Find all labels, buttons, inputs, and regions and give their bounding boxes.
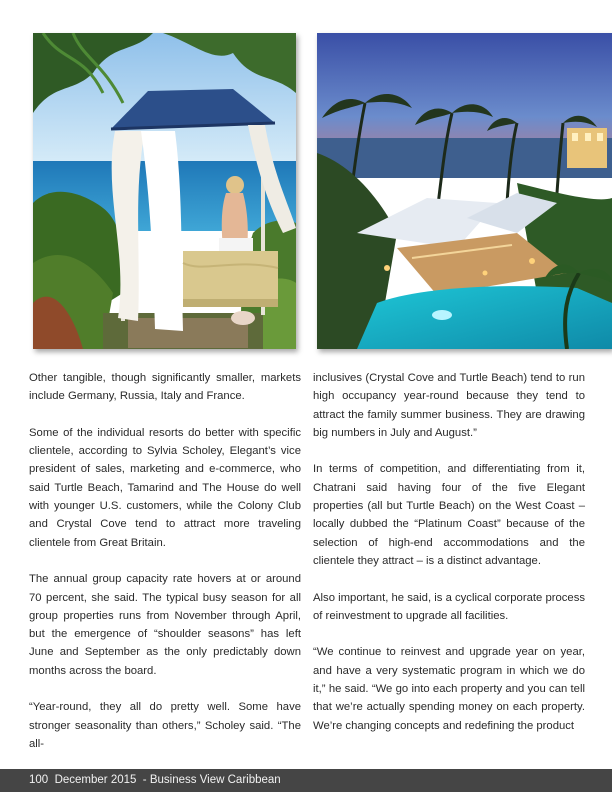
paragraph: “Year-round, they all do pretty well. Some have stronger seasonality than others,” Scholey said. “The all- (29, 701, 301, 750)
paragraph: Also important, he said, is a cyclical corporate process of reinvestment to upgrade all facilities. (313, 591, 585, 622)
resort-pool-photo (317, 33, 612, 349)
publication-name: Business View Caribbean (149, 774, 281, 786)
page-footer (0, 769, 612, 792)
paragraph: The annual group capacity rate hovers at or around 70 percent, she said. The typical busy season for all group properties runs from November through April, but the emergence of “shoulder seasons” has left June and September as the only predictably down months across the board. (29, 573, 301, 677)
page-number: 100 (29, 774, 49, 786)
issue-date: December 2015 (54, 774, 137, 786)
paragraph: Other tangible, though significantly smaller, markets include Germany, Russia, Italy and France. (29, 372, 301, 403)
article-column-left (29, 369, 301, 753)
cabana-photo (33, 33, 296, 349)
cabana-illustration (33, 33, 296, 349)
article-column-right (313, 369, 585, 735)
footer-separator: - (142, 774, 147, 786)
paragraph: “We continue to reinvest and upgrade year on year, and have a very systematic program in which we do it,” he said. “We go into each property and you can tell that we’re actually spending money on each property. We’re changing concepts and redefining the product (313, 646, 585, 732)
paragraph: inclusives (Crystal Cove and Turtle Beach) tend to run high occupancy year-round because they tend to attract the family summer business. They are drawing big numbers in July and August.” (313, 372, 585, 439)
paragraph: Some of the individual resorts do better with specific clientele, according to Sylvia Scholey, Elegant’s vice president of sales, marketing and e-commerce, who said Turtle Beach, Tamarind and The House do well with younger U.S. customers, while the Colony Club and Crystal Cove tend to attract more traveling clientele from Great Britain. (29, 426, 301, 549)
paragraph: In terms of competition, and differentiating from it, Chatrani said having four of the five Elegant properties (all but Turtle Beach) on the West Coast – locally dubbed the “Platinum Coast” because of the selection of high-end accommodations and the clientele they attract – is a distinct advantage. (313, 463, 585, 567)
resort-night-illustration (317, 33, 612, 349)
